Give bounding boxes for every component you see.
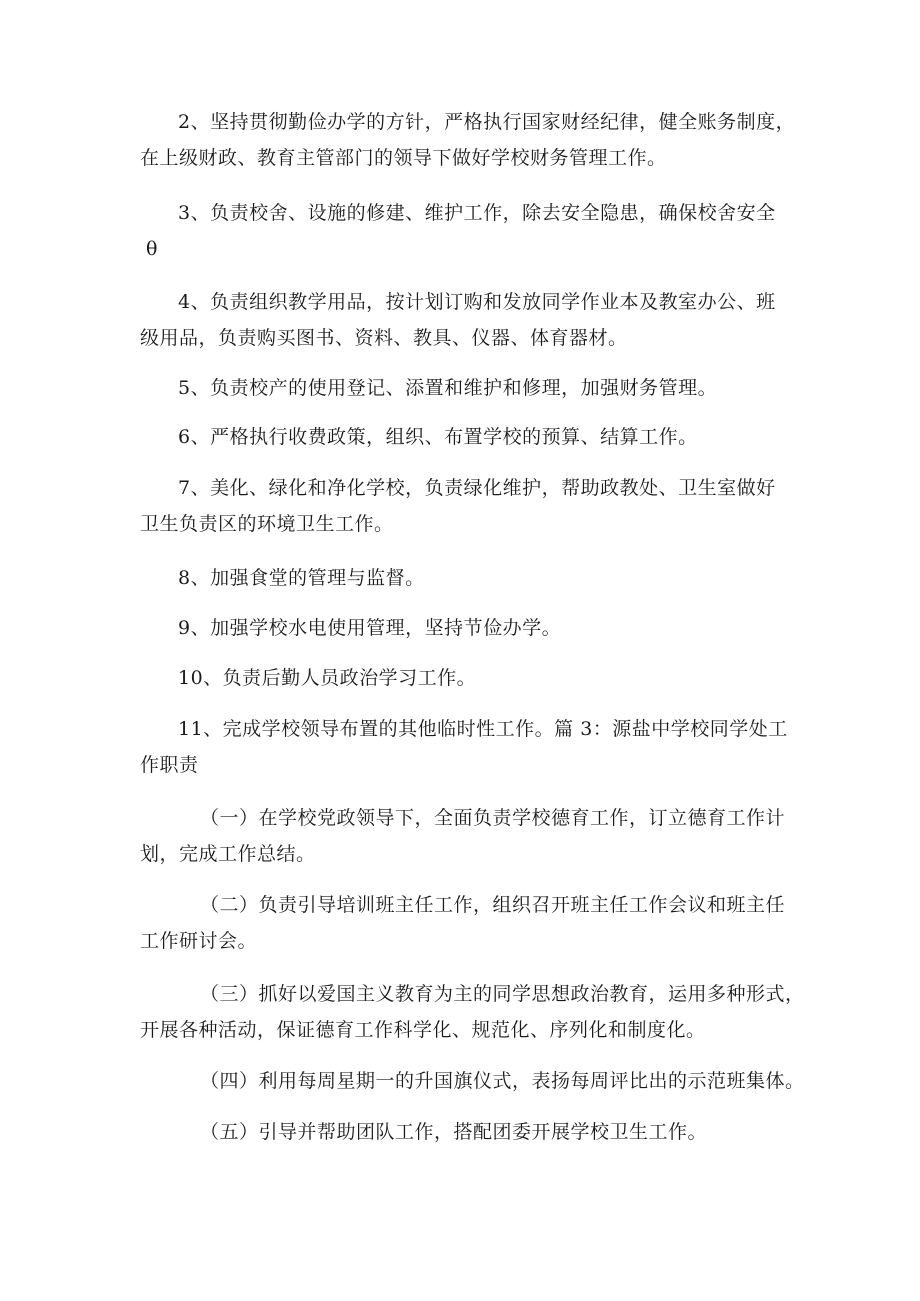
paragraph-line: （五）引导并帮助团队工作，搭配团委开展学校卫生工作。 bbox=[200, 1121, 708, 1143]
paragraph-item-6 bbox=[140, 419, 800, 455]
paragraph-line: 10、负责后勤人员政治学习工作。 bbox=[178, 667, 477, 689]
paragraph-line: 6、严格执行收费政策，组织、布置学校的预算、结算工作。 bbox=[178, 426, 698, 448]
paragraph-line: 2、坚持贯彻勤俭办学的方针，严格执行国家财经纪律，健全账务制度， bbox=[178, 111, 796, 133]
paragraph-line: 7、美化、绿化和净化学校，负责绿化维护，帮助政教处、卫生室做好 bbox=[178, 477, 776, 499]
paragraph-line: 级用品，负责购买图书、资料、教具、仪器、体育器材。 bbox=[140, 327, 628, 349]
paragraph-line: （一）在学校党政领导下，全面负责学校德育工作，订立德育工作计 bbox=[200, 807, 786, 829]
paragraph-line: （二）负责引导培训班主任工作，组织召开班主任工作会议和班主任 bbox=[200, 894, 786, 916]
paragraph-item-4 bbox=[140, 284, 800, 356]
paragraph-line: （四）利用每周星期一的升国旗仪式，表扬每周评比出的示范班集体。 bbox=[200, 1070, 805, 1092]
paragraph-line: θ bbox=[146, 238, 158, 260]
paragraph-item-8 bbox=[140, 560, 800, 596]
paragraph-duty-2 bbox=[140, 887, 800, 959]
paragraph-line: 卫生负责区的环境卫生工作。 bbox=[140, 513, 394, 535]
paragraph-duty-1 bbox=[140, 800, 800, 872]
paragraph-item-3 bbox=[140, 195, 800, 267]
paragraph-item-2 bbox=[140, 104, 800, 176]
paragraph-duty-5 bbox=[140, 1114, 800, 1150]
paragraph-line: 开展各种活动，保证德育工作科学化、规范化、序列化和制度化。 bbox=[140, 1019, 706, 1041]
paragraph-line: 作职责 bbox=[140, 754, 199, 776]
paragraph-line: 8、加强食堂的管理与监督。 bbox=[178, 567, 425, 589]
paragraph-item-5 bbox=[140, 370, 800, 406]
paragraph-duty-3 bbox=[140, 976, 805, 1048]
paragraph-line: 划，完成工作总结。 bbox=[140, 843, 316, 865]
paragraph-line: 11、完成学校领导布置的其他临时性工作。篇 3：源盐中学校同学处工 bbox=[178, 718, 788, 740]
paragraph-item-10 bbox=[140, 660, 800, 696]
paragraph-line: 9、加强学校水电使用管理，坚持节俭办学。 bbox=[178, 617, 562, 639]
paragraph-item-11 bbox=[140, 711, 800, 783]
paragraph-item-9 bbox=[140, 610, 800, 646]
paragraph-line: （三）抓好以爱国主义教育为主的同学思想政治教育，运用多种形式， bbox=[200, 983, 805, 1005]
paragraph-line: 5、负责校产的使用登记、添置和维护和修理，加强财务管理。 bbox=[178, 377, 718, 399]
paragraph-line: 在上级财政、教育主管部门的领导下做好学校财务管理工作。 bbox=[140, 147, 667, 169]
paragraph-line: 4、负责组织教学用品，按计划订购和发放同学作业本及教室办公、班 bbox=[178, 291, 776, 313]
paragraph-duty-4 bbox=[140, 1063, 805, 1099]
paragraph-line: 3、负责校舍、设施的修建、维护工作，除去安全隐患，确保校舍安全 bbox=[178, 202, 776, 224]
paragraph-line: 工作研讨会。 bbox=[140, 930, 258, 952]
paragraph-item-7 bbox=[140, 470, 800, 542]
